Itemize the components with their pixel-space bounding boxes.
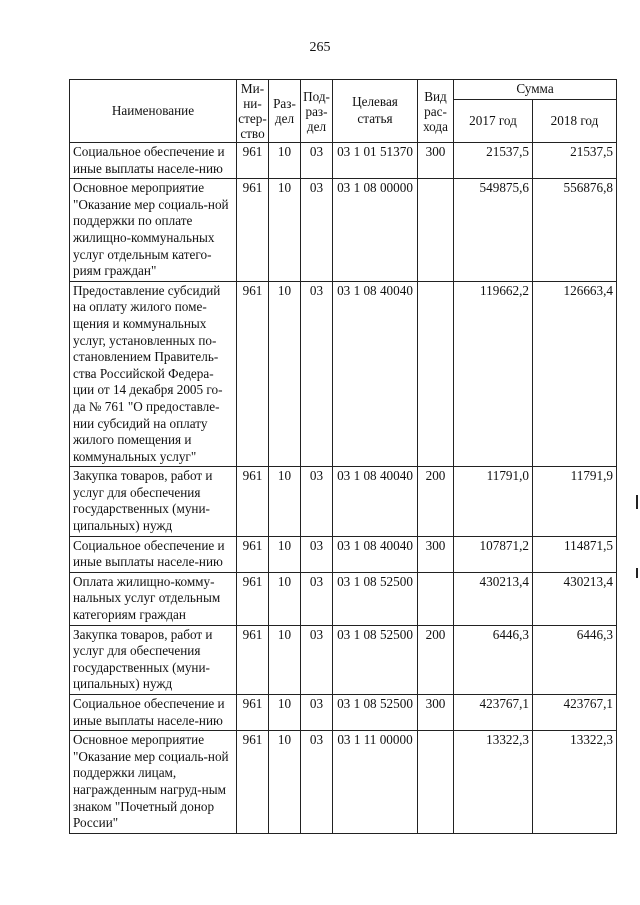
cell-name: Закупка товаров, работ и услуг для обеспечения государственных (муни-ципальных) нужд: [70, 467, 237, 536]
cell-expense-type: 300: [418, 536, 454, 572]
cell-subsection: 03: [301, 572, 333, 625]
cell-section: 10: [269, 281, 301, 467]
header-expense-type: Вид рас- хода: [418, 80, 454, 143]
cell-y2017: 21537,5: [454, 143, 533, 179]
cell-y2017: 430213,4: [454, 572, 533, 625]
cell-ministry: 961: [237, 467, 269, 536]
cell-expense-type: 200: [418, 467, 454, 536]
table-row: [70, 536, 617, 572]
cell-subsection: 03: [301, 536, 333, 572]
cell-name: Основное мероприятие "Оказание мер социаль-ной поддержки лицам, награжденным нагруд-ным знаком "Почетный донор России": [70, 731, 237, 834]
cell-name: Социальное обеспечение и иные выплаты населе-нию: [70, 695, 237, 731]
cell-section: 10: [269, 731, 301, 834]
cell-y2017: 13322,3: [454, 731, 533, 834]
cell-target: 03 1 08 00000: [333, 179, 418, 282]
cell-name: Социальное обеспечение и иные выплаты населе-нию: [70, 536, 237, 572]
cell-y2017: 11791,0: [454, 467, 533, 536]
table-body: [70, 143, 617, 834]
cell-section: 10: [269, 143, 301, 179]
header-year-2018: 2018 год: [533, 100, 617, 143]
header-subsection: Под- раз- дел: [301, 80, 333, 143]
cell-expense-type: [418, 281, 454, 467]
cell-subsection: 03: [301, 467, 333, 536]
page-number: 265: [309, 40, 331, 55]
cell-target: 03 1 01 51370: [333, 143, 418, 179]
cell-y2017: 549875,6: [454, 179, 533, 282]
cell-name: Оплата жилищно-комму-нальных услуг отдельным категориям граждан: [70, 572, 237, 625]
cell-target: 03 1 08 40040: [333, 467, 418, 536]
cell-target: 03 1 08 52500: [333, 625, 418, 694]
table-row: [70, 625, 617, 694]
cell-y2017: 423767,1: [454, 695, 533, 731]
table-row: [70, 179, 617, 282]
cell-ministry: 961: [237, 281, 269, 467]
table-row: [70, 731, 617, 834]
cell-subsection: 03: [301, 281, 333, 467]
cell-y2018: 556876,8: [533, 179, 617, 282]
cell-expense-type: 300: [418, 695, 454, 731]
cell-y2017: 107871,2: [454, 536, 533, 572]
header-name: Наименование: [70, 80, 237, 143]
cell-subsection: 03: [301, 143, 333, 179]
header-target: Целевая статья: [333, 80, 418, 143]
cell-section: 10: [269, 625, 301, 694]
cell-target: 03 1 08 40040: [333, 536, 418, 572]
header-section: Раз- дел: [269, 80, 301, 143]
cell-y2017: 119662,2: [454, 281, 533, 467]
cell-section: 10: [269, 179, 301, 282]
cell-y2018: 430213,4: [533, 572, 617, 625]
cell-y2018: 114871,5: [533, 536, 617, 572]
cell-expense-type: [418, 572, 454, 625]
cell-expense-type: [418, 179, 454, 282]
cell-y2017: 6446,3: [454, 625, 533, 694]
cell-ministry: 961: [237, 572, 269, 625]
cell-y2018: 423767,1: [533, 695, 617, 731]
cell-y2018: 21537,5: [533, 143, 617, 179]
cell-expense-type: [418, 731, 454, 834]
cell-y2018: 13322,3: [533, 731, 617, 834]
cell-ministry: 961: [237, 536, 269, 572]
table-row: [70, 281, 617, 467]
cell-section: 10: [269, 536, 301, 572]
cell-section: 10: [269, 695, 301, 731]
cell-expense-type: 300: [418, 143, 454, 179]
cell-target: 03 1 08 52500: [333, 572, 418, 625]
cell-section: 10: [269, 467, 301, 536]
cell-y2018: 6446,3: [533, 625, 617, 694]
cell-y2018: 11791,9: [533, 467, 617, 536]
cell-name: Основное мероприятие "Оказание мер социаль-ной поддержки по оплате жилищно-коммунальных услуг отдельным катего-риям граждан": [70, 179, 237, 282]
table-row: [70, 572, 617, 625]
header-ministry: Ми- ни- стер- ство: [238, 81, 267, 141]
header-sum: Сумма: [454, 80, 617, 100]
table-header: [70, 80, 617, 143]
header-year-2017: 2017 год: [454, 100, 533, 143]
budget-table: [69, 79, 617, 834]
cell-subsection: 03: [301, 625, 333, 694]
cell-expense-type: 200: [418, 625, 454, 694]
cell-target: 03 1 11 00000: [333, 731, 418, 834]
table-row: [70, 143, 617, 179]
cell-ministry: 961: [237, 143, 269, 179]
cell-ministry: 961: [237, 731, 269, 834]
cell-name: Закупка товаров, работ и услуг для обеспечения государственных (муни-ципальных) нужд: [70, 625, 237, 694]
cell-subsection: 03: [301, 179, 333, 282]
cell-ministry: 961: [237, 179, 269, 282]
cell-ministry: 961: [237, 695, 269, 731]
cell-target: 03 1 08 52500: [333, 695, 418, 731]
cell-name: Предоставление субсидий на оплату жилого поме-щения и коммунальных услуг, установленных по-становлением Правитель-ства Российской Федера-ции от 14 декабря 2005 го-да № 761 "О предоставле-нии субсидий на оплату жилого помещения и коммунальных услуг": [70, 281, 237, 467]
table-row: [70, 695, 617, 731]
cell-name: Социальное обеспечение и иные выплаты населе-нию: [70, 143, 237, 179]
cell-ministry: 961: [237, 625, 269, 694]
table-row: [70, 467, 617, 536]
cell-y2018: 126663,4: [533, 281, 617, 467]
edge-mark: [636, 495, 638, 509]
cell-section: 10: [269, 572, 301, 625]
cell-target: 03 1 08 40040: [333, 281, 418, 467]
cell-subsection: 03: [301, 731, 333, 834]
edge-mark: [636, 568, 638, 578]
cell-subsection: 03: [301, 695, 333, 731]
